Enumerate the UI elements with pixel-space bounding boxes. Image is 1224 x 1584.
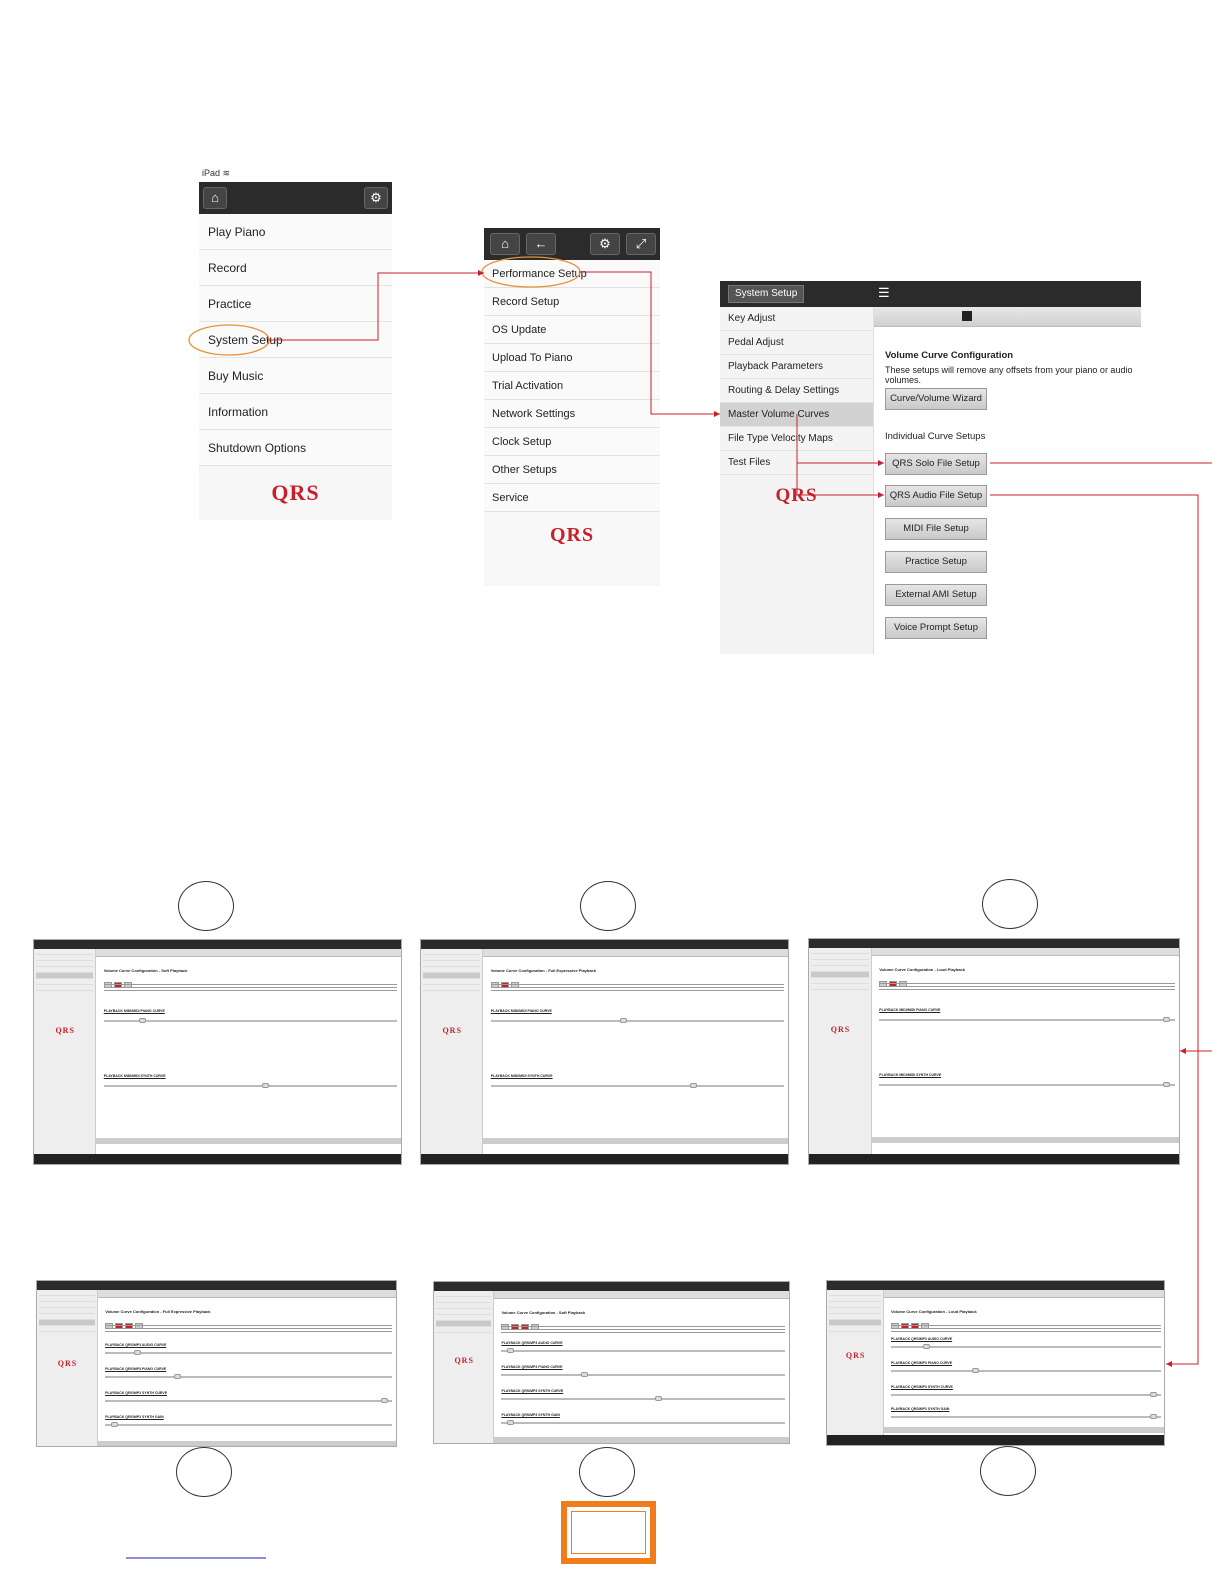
curve-volume-wizard-button[interactable]: Curve/Volume Wizard (885, 388, 987, 410)
slider-label: PLAYBACK MIDI/MIDI PIANO CURVE (490, 1009, 552, 1013)
menu-item-play-piano[interactable]: Play Piano (199, 214, 392, 250)
midi-file-setup-button[interactable]: MIDI File Setup (885, 518, 987, 540)
individual-curves-label: Individual Curve Setups (885, 431, 986, 442)
gear-icon[interactable]: ⚙ (590, 233, 620, 255)
menu-item-record[interactable]: Record (199, 250, 392, 286)
slider-label: PLAYBACK QRS/MP3 PIANO CURVE (891, 1361, 953, 1365)
slider-label: PLAYBACK QRS/MP3 SYNTH GAIN (105, 1415, 164, 1419)
slider-label: PLAYBACK MIDI/MIDI SYNTH CURVE (879, 1073, 942, 1077)
home-icon[interactable]: ⌂ (203, 187, 227, 209)
qrs-solo-file-setup-button[interactable]: QRS Solo File Setup (885, 453, 987, 475)
menu-item-upload-to-piano[interactable]: Upload To Piano (484, 344, 660, 372)
thumbnail-soft-audio (433, 1281, 790, 1444)
qrs-logo: QRS (442, 1026, 462, 1035)
menu-item-buy-music[interactable]: Buy Music (199, 358, 392, 394)
slider-label: PLAYBACK QRS/MP3 SYNTH GAIN (891, 1407, 950, 1411)
menu-item-performance-setup[interactable]: Performance Setup (484, 260, 660, 288)
thumb-title: Volume Curve Configuration - Soft Playback (103, 968, 188, 973)
qrs-logo: QRS (845, 1351, 866, 1360)
connector-4 (797, 463, 884, 495)
device-label: iPad (202, 168, 221, 178)
slider-label: PLAYBACK QRS/MP3 PIANO CURVE (501, 1365, 563, 1369)
connector-2 (580, 272, 720, 414)
voice-prompt-setup-button[interactable]: Voice Prompt Setup (885, 617, 987, 639)
slider-label: PLAYBACK QRS/MP3 SYNTH CURVE (105, 1391, 168, 1395)
sidebar-item-test-files[interactable]: Test Files (720, 451, 873, 475)
slider-label: PLAYBACK QRS/MP3 SYNTH CURVE (891, 1385, 953, 1389)
orange-frame (561, 1501, 656, 1564)
sidebar-item-pedal-adjust[interactable]: Pedal Adjust (720, 331, 873, 355)
fullscreen-icon[interactable]: ⤢ (626, 233, 656, 255)
thumb-title: Volume Curve Configuration - Full Expressive Playback (490, 968, 597, 973)
thumb-title: Volume Curve Configuration - Soft Playback (501, 1310, 586, 1315)
back-arrow-icon[interactable]: ← (526, 233, 556, 255)
sidebar-item-key-adjust[interactable]: Key Adjust (720, 307, 873, 331)
menu-icon[interactable]: ☰ (878, 285, 890, 300)
thumbnail-full-audio (36, 1280, 397, 1447)
menu-item-service[interactable]: Service (484, 484, 660, 512)
qrs-logo: QRS (830, 1025, 851, 1034)
thumbnail-full-midi (420, 939, 789, 1165)
section-title: Volume Curve Configuration (885, 350, 1014, 361)
callout-circle-6 (980, 1446, 1036, 1496)
home-icon[interactable]: ⌂ (490, 233, 520, 255)
sidebar-item-routing-delay[interactable]: Routing & Delay Settings (720, 379, 873, 403)
slider-label: PLAYBACK QRS/MP3 AUDIO CURVE (891, 1337, 953, 1341)
qrs-logo: QRS (57, 1359, 78, 1368)
thumb-title: Volume Curve Configuration - Loud Playback (891, 1309, 977, 1314)
qrs-logo: QRS (55, 1026, 75, 1035)
menu-item-system-setup[interactable]: System Setup (199, 322, 392, 358)
menu-item-clock-setup[interactable]: Clock Setup (484, 428, 660, 456)
menu-item-record-setup[interactable]: Record Setup (484, 288, 660, 316)
qrs-logo: QRS (775, 485, 818, 506)
connector-3 (797, 414, 884, 463)
menu-item-shutdown-options[interactable]: Shutdown Options (199, 430, 392, 466)
wifi-icon: ≋ (222, 168, 231, 178)
practice-setup-button[interactable]: Practice Setup (885, 551, 987, 573)
callout-circle-5 (579, 1447, 635, 1497)
slider-label: PLAYBACK MIDI/MIDI SYNTH CURVE (490, 1074, 553, 1078)
connector-1 (268, 273, 484, 340)
menu-item-network-settings[interactable]: Network Settings (484, 400, 660, 428)
menu-item-os-update[interactable]: OS Update (484, 316, 660, 344)
sidebar-item-file-type-velocity-maps[interactable]: File Type Velocity Maps (720, 427, 873, 451)
external-ami-setup-button[interactable]: External AMI Setup (885, 584, 987, 606)
thumb-title: Volume Curve Configuration - Loud Playback (879, 967, 966, 972)
callout-circle-1 (178, 881, 234, 931)
menu-item-other-setups[interactable]: Other Setups (484, 456, 660, 484)
section-description: These setups will remove any offsets from your piano or audio volumes. (885, 365, 1133, 385)
callout-circle-3 (982, 879, 1038, 929)
qrs-logo: QRS (454, 1356, 474, 1365)
slider-label: PLAYBACK QRS/MP3 AUDIO CURVE (105, 1343, 167, 1347)
slider-label: PLAYBACK MIDI/MIDI PIANO CURVE (103, 1009, 165, 1013)
connector-audio (990, 495, 1198, 1364)
menu-item-information[interactable]: Information (199, 394, 392, 430)
sidebar-item-playback-parameters[interactable]: Playback Parameters (720, 355, 873, 379)
sidebar-item-master-volume-curves[interactable]: Master Volume Curves (720, 403, 873, 427)
menu-item-practice[interactable]: Practice (199, 286, 392, 322)
callout-circle-2 (580, 881, 636, 931)
highlight-ellipse-performance-setup (482, 257, 580, 287)
highlight-ellipse-system-setup (189, 325, 269, 355)
callout-circle-4 (176, 1447, 232, 1497)
qrs-logo: QRS (549, 524, 595, 546)
slider-label: PLAYBACK MIDI/MIDI PIANO CURVE (879, 1008, 941, 1012)
slider-label: PLAYBACK QRS/MP3 SYNTH CURVE (501, 1389, 564, 1393)
thumbnail-loud-audio (826, 1280, 1165, 1446)
system-setup-tab[interactable]: System Setup (728, 285, 804, 303)
qrs-logo: QRS (271, 480, 320, 505)
thumbnail-soft-midi (33, 939, 402, 1165)
thumbnail-loud-midi (808, 938, 1180, 1165)
slider-label: PLAYBACK MIDI/MIDI SYNTH CURVE (103, 1074, 166, 1078)
slider-label: PLAYBACK QRS/MP3 PIANO CURVE (105, 1367, 167, 1371)
menu-item-trial-activation[interactable]: Trial Activation (484, 372, 660, 400)
slider-label: PLAYBACK QRS/MP3 SYNTH GAIN (501, 1413, 560, 1417)
slider-label: PLAYBACK QRS/MP3 AUDIO CURVE (501, 1341, 563, 1345)
qrs-audio-file-setup-button[interactable]: QRS Audio File Setup (885, 485, 987, 507)
thumb-title: Volume Curve Configuration - Full Expressive Playback (105, 1309, 211, 1314)
gear-icon[interactable]: ⚙ (364, 187, 388, 209)
